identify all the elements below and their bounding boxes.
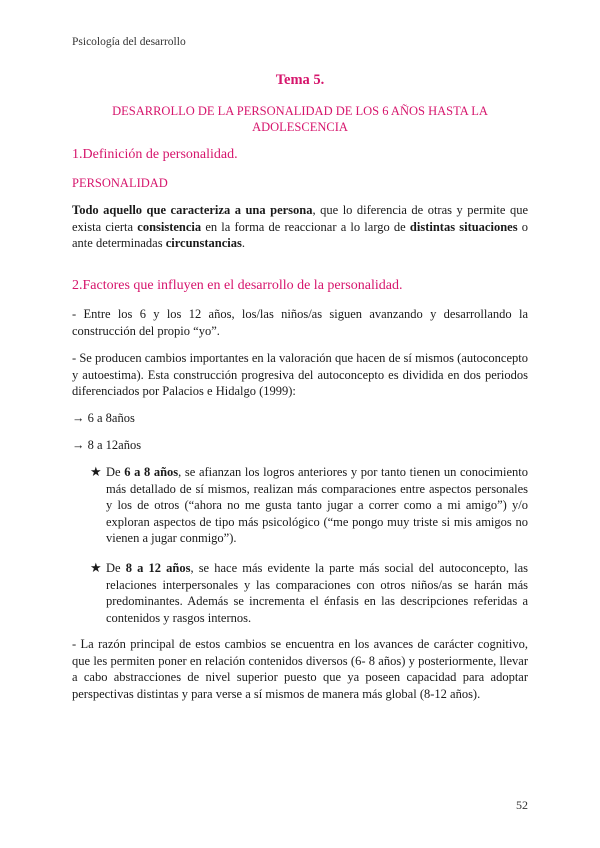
definition-bold-4: circunstancias (165, 236, 242, 250)
arrow-item-8-12: → 8 a 12años (72, 438, 142, 452)
definition-bold-1: Todo aquello que caracteriza a una persona (72, 203, 313, 217)
definition-paragraph (72, 202, 528, 252)
arrow-item-6-8: → 6 a 8años (72, 411, 135, 425)
paragraph-self-concept: - Se producen cambios importantes en la valoración que hacen de sí mismos (autoconcepto y autoestima). Esta construcción progresiva del autoconcepto es dividida en dos periodos diferenciados por Palacios e Hidalgo (1999): (72, 351, 528, 398)
bullet-bold-8-12: 8 a 12 años (125, 561, 191, 575)
bullet-body-6-8: , se afianzan los logros anteriores y por tanto tienen un conocimiento más detallado de sí mismos, realizan más comparaciones entre aspectos personales y los de otros (“ahora no me gusta tanto jugar a correr como a mi amigo”) y/o exploran aspectos de tipo más psicológico (“me pongo muy triste si mis amigos no vienen a jugar conmigo”). (106, 465, 528, 545)
bullet-item-8-12 (90, 560, 528, 626)
bullet-item-6-8 (90, 464, 528, 547)
chapter-title: Tema 5. (275, 72, 325, 88)
paragraph-6-12-years: - Entre los 6 y los 12 años, los/las niños/as siguen avanzando y desarrollando la construcción del propio “yo”. (72, 307, 528, 338)
chapter-subtitle: DESARROLLO DE LA PERSONALIDAD DE LOS 6 AÑOS HASTA LA ADOLESCENCIA (112, 104, 488, 134)
running-header: Psicología del desarrollo (72, 36, 186, 48)
page-number: 52 (516, 798, 528, 812)
definition-text-2: en la forma de reaccionar a lo largo de (201, 219, 410, 234)
bullet-prefix: De (106, 465, 125, 479)
bullet-text-8-12 (106, 560, 528, 626)
definition-text-3: o ante determinadas (72, 219, 528, 250)
section-heading-1: 1.Definición de personalidad. (72, 147, 238, 162)
bullet-prefix: De (106, 561, 126, 575)
star-bullet-icon: ★ (90, 560, 102, 575)
definition-text-4: . (241, 236, 246, 250)
bullet-bold-6-8: 6 a 8 años (124, 465, 179, 479)
definition-bold-2: consistencia (137, 219, 202, 234)
bullet-text-6-8 (106, 464, 528, 547)
section-heading-2: 2.Factores que influyen en el desarrollo de la personalidad. (72, 278, 403, 293)
paragraph-cognitive-reason: - La razón principal de estos cambios se encuentra en los avances de carácter cognitivo, que les permiten poner en relación contenidos diversos (6- 8 años) y posteriormente, llevar a cabo abstracciones de nivel superior puesto que ya poseen capacidad para adoptar perspectivas distintas y para verse a sí mismos de manera más global (8-12 años). (72, 637, 528, 701)
definition-text-1: , que lo diferencia de otras y permite que exista cierta (72, 203, 529, 234)
definition-bold-3: distintas situaciones (409, 219, 518, 234)
star-bullet-icon: ★ (90, 464, 102, 479)
bullet-body-8-12: , se hace más evidente la parte más social del autoconcepto, las relaciones interpersonales y las comparaciones con otros niños/as se harán más predominantes. Además se incrementa el énfasis en las descripciones referidas a contenidos y rasgos internos. (106, 561, 529, 625)
section-subheading-personalidad: PERSONALIDAD (72, 176, 168, 190)
